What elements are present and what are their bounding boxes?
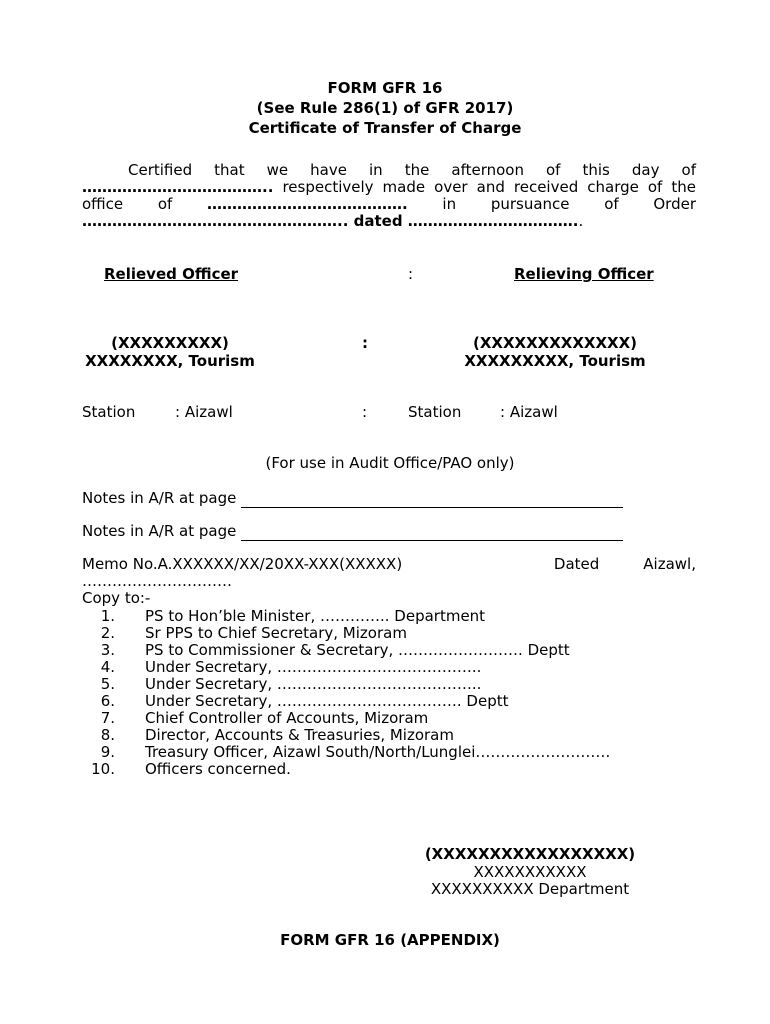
list-text: Director, Accounts & Treasuries, Mizoram (145, 726, 454, 744)
heading-colon: : (408, 265, 414, 283)
list-text: Under Secretary, ………………………………….. (145, 675, 482, 693)
list-number: 3. (100, 641, 115, 659)
copy-list (82, 608, 696, 778)
station-label-left: Station (82, 403, 136, 421)
list-number: 7. (100, 709, 115, 727)
relieved-officer-name: (XXXXXXXXX) (111, 334, 229, 352)
list-number: 2. (100, 624, 115, 642)
copy-to-label: Copy to:- (82, 589, 151, 607)
memo-row (82, 556, 696, 573)
memo-dated-label: Dated (553, 555, 600, 573)
signature-block (390, 846, 670, 899)
form-rule-reference: (See Rule 286(1) of GFR 2017) (256, 99, 514, 117)
relieving-officer-name: (XXXXXXXXXXXXX) (472, 334, 638, 352)
certificate-paragraph (82, 162, 696, 230)
list-text: PS to Hon’ble Minister, ………….. Department (145, 607, 486, 625)
list-item (82, 676, 696, 693)
list-text: Under Secretary, ………………………………. Deptt (145, 692, 509, 710)
notes-blank-line (241, 489, 623, 508)
list-item (82, 693, 696, 710)
memo-date (554, 556, 696, 573)
list-item (82, 608, 696, 625)
notes-line-1 (82, 489, 623, 508)
blank-dots: …………………………………. (207, 195, 408, 213)
appendix-title: FORM GFR 16 (APPENDIX) (280, 931, 500, 949)
list-number: 9. (100, 743, 115, 761)
certificate-text: respectively made over and received charge of the (273, 178, 696, 196)
list-text: Treasury Officer, Aizawl South/North/Lunglei……………………… (145, 743, 611, 761)
notes-line-2 (82, 522, 623, 541)
relieving-officer-block (460, 334, 650, 370)
certificate-line-1: Certified that we have in the afternoon of this day of (128, 161, 696, 179)
form-subtitle: Certificate of Transfer of Charge (248, 119, 522, 137)
form-header (0, 78, 770, 138)
relieving-officer-heading: Relieving Officer (514, 265, 654, 283)
certificate-line-4 (82, 213, 696, 230)
notes-label: Notes in A/R at page (82, 522, 242, 540)
list-text: PS to Commissioner & Secretary, ……………………. Deptt (145, 641, 570, 659)
blank-dots: ……………………………………………. (82, 212, 343, 230)
list-item (82, 625, 696, 642)
relieved-officer-heading: Relieved Officer (104, 265, 239, 283)
relieved-officer-designation: XXXXXXXX, Tourism (85, 352, 255, 370)
relieved-officer-block (82, 334, 258, 370)
signatory-name: (XXXXXXXXXXXXXXXXX) (424, 845, 636, 863)
list-item (82, 744, 696, 761)
list-number: 6. (100, 692, 115, 710)
list-number: 10. (91, 760, 115, 778)
dated-label: . dated (342, 212, 408, 230)
station-value-right: : Aizawl (500, 403, 558, 421)
list-item (82, 761, 696, 778)
certificate-line-2 (82, 179, 696, 196)
form-title: FORM GFR 16 (327, 79, 443, 97)
blank-dots: ……………………………. (407, 212, 579, 230)
memo-number: Memo No.A.XXXXXX/XX/20XX-XXX(XXXXX) (82, 555, 403, 573)
certificate-text: in pursuance of Order (407, 195, 696, 213)
list-text: Under Secretary, ………………………………….. (145, 658, 482, 676)
list-number: 4. (100, 658, 115, 676)
officers-colon: : (362, 334, 368, 352)
certificate-text: office of (82, 195, 208, 213)
station-value-left: : Aizawl (175, 403, 233, 421)
memo-block (82, 556, 696, 607)
list-text: Sr PPS to Chief Secretary, Mizoram (145, 624, 407, 642)
blank-dots: ……………………………….. (82, 178, 274, 196)
memo-date-dots: ………………………… (82, 572, 232, 590)
signatory-department: XXXXXXXXXX Department (430, 880, 630, 898)
certificate-line-3 (82, 196, 696, 213)
period: . (578, 212, 584, 230)
signatory-designation: XXXXXXXXXXX (473, 862, 587, 881)
list-item (82, 659, 696, 676)
list-text: Chief Controller of Accounts, Mizoram (145, 709, 429, 727)
station-label-right: Station (408, 403, 462, 421)
station-colon: : (362, 403, 368, 421)
audit-note: (For use in Audit Office/PAO only) (265, 454, 515, 472)
relieving-officer-designation: XXXXXXXXX, Tourism (464, 352, 646, 370)
list-item (82, 710, 696, 727)
list-item (82, 727, 696, 744)
list-item (82, 642, 696, 659)
list-number: 8. (100, 726, 115, 744)
list-text: Officers concerned. (145, 760, 291, 778)
memo-place: Aizawl, (643, 555, 696, 573)
list-number: 5. (100, 675, 115, 693)
notes-label: Notes in A/R at page (82, 489, 242, 507)
notes-blank-line (241, 522, 623, 541)
list-number: 1. (100, 607, 115, 625)
